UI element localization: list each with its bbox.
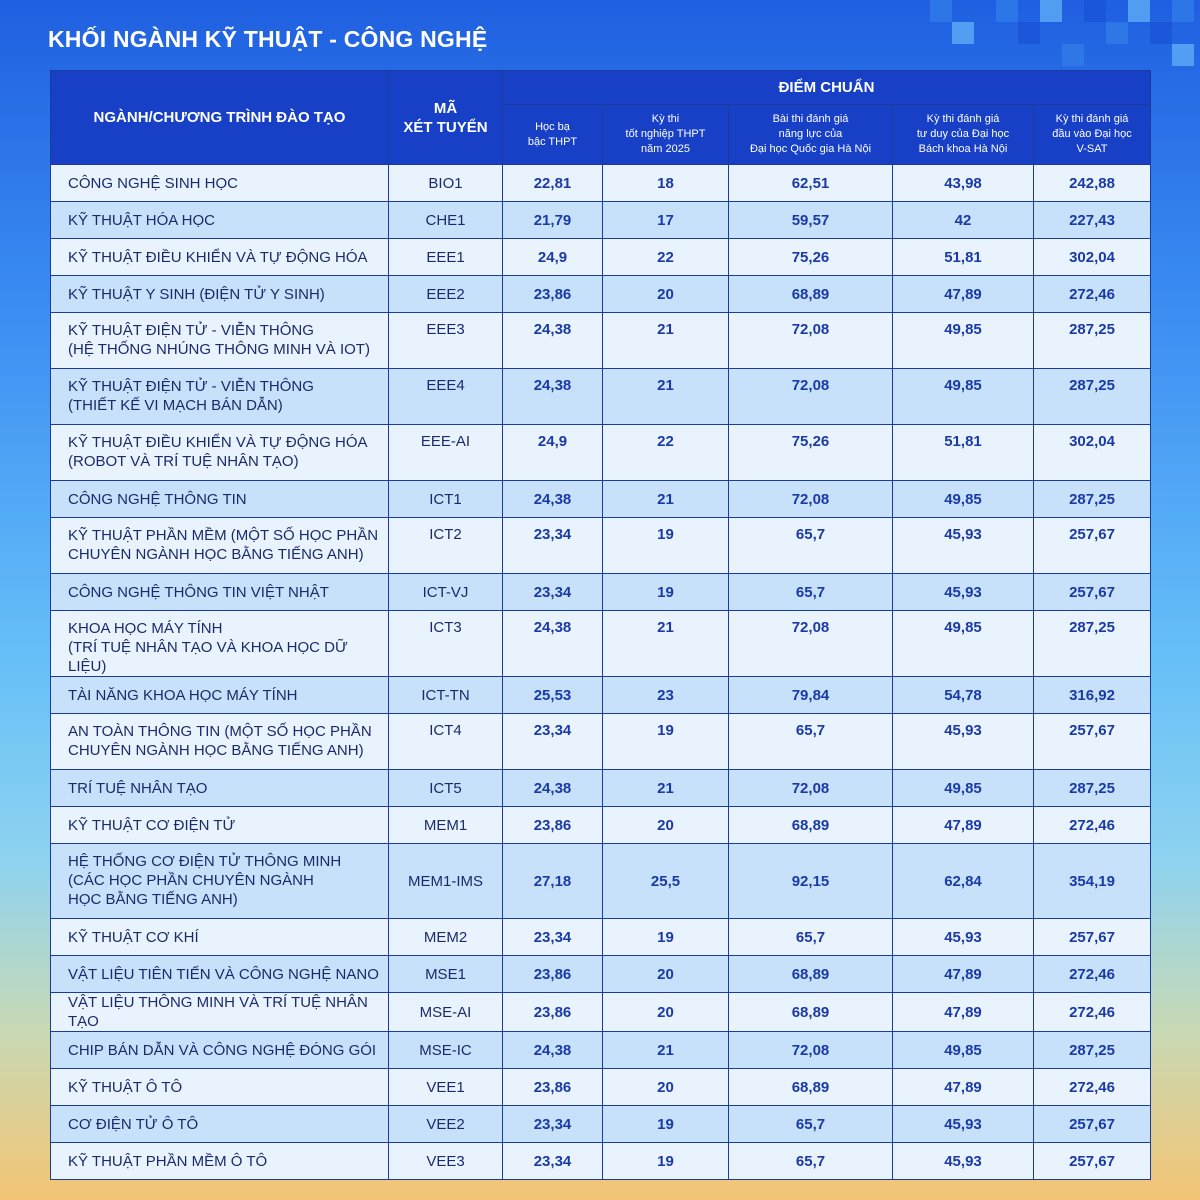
score-thpt-cell: 19 — [603, 714, 729, 770]
header-sub-dgtd: Kỳ thi đánh giá tư duy của Đại học Bách khoa Hà Nội — [893, 105, 1034, 165]
score-dgnl-cell: 68,89 — [729, 276, 893, 313]
score-hocba-cell: 23,34 — [503, 714, 603, 770]
score-vsat-cell: 257,67 — [1034, 714, 1151, 770]
score-hocba-cell: 27,18 — [503, 844, 603, 919]
admission-code-cell: EEE3 — [389, 313, 503, 369]
admission-code-cell: ICT2 — [389, 518, 503, 574]
score-hocba-cell: 23,34 — [503, 574, 603, 611]
score-vsat-cell: 287,25 — [1034, 313, 1151, 369]
header-sub-hocba: Học bạ bậc THPT — [503, 105, 603, 165]
table-row — [51, 1106, 1151, 1143]
score-dgtd-cell: 47,89 — [893, 276, 1034, 313]
score-vsat-cell: 354,19 — [1034, 844, 1151, 919]
table-row — [51, 1143, 1151, 1180]
score-hocba-cell: 23,86 — [503, 276, 603, 313]
score-vsat-cell: 257,67 — [1034, 1106, 1151, 1143]
program-name-cell: KHOA HỌC MÁY TÍNH (TRÍ TUỆ NHÂN TẠO VÀ KHOA HỌC DỮ LIỆU) — [51, 611, 389, 677]
program-name-cell: KỸ THUẬT HÓA HỌC — [51, 202, 389, 239]
score-dgnl-cell: 65,7 — [729, 1106, 893, 1143]
score-thpt-cell: 19 — [603, 1143, 729, 1180]
score-dgnl-cell: 92,15 — [729, 844, 893, 919]
program-name-cell: KỸ THUẬT ĐIỆN TỬ - VIỄN THÔNG (HỆ THỐNG NHÚNG THÔNG MINH VÀ IOT) — [51, 313, 389, 369]
score-vsat-cell: 302,04 — [1034, 425, 1151, 481]
score-dgnl-cell: 68,89 — [729, 956, 893, 993]
score-thpt-cell: 20 — [603, 807, 729, 844]
admission-code-cell: MEM1 — [389, 807, 503, 844]
admission-code-cell: ICT-VJ — [389, 574, 503, 611]
admission-code-cell: EEE1 — [389, 239, 503, 276]
score-thpt-cell: 19 — [603, 1106, 729, 1143]
score-hocba-cell: 21,79 — [503, 202, 603, 239]
program-name-cell: VẬT LIỆU THÔNG MINH VÀ TRÍ TUỆ NHÂN TẠO — [51, 993, 389, 1032]
score-dgtd-cell: 45,93 — [893, 714, 1034, 770]
score-dgtd-cell: 49,85 — [893, 1032, 1034, 1069]
score-dgtd-cell: 51,81 — [893, 425, 1034, 481]
admission-code-cell: EEE4 — [389, 369, 503, 425]
score-dgtd-cell: 62,84 — [893, 844, 1034, 919]
table-row — [51, 807, 1151, 844]
header-score-group: ĐIỂM CHUẨN — [503, 71, 1151, 105]
admission-code-cell: CHE1 — [389, 202, 503, 239]
program-name-cell: CÔNG NGHỆ SINH HỌC — [51, 165, 389, 202]
table-row — [51, 313, 1151, 369]
score-dgtd-cell: 42 — [893, 202, 1034, 239]
score-vsat-cell: 257,67 — [1034, 574, 1151, 611]
table-row — [51, 369, 1151, 425]
score-hocba-cell: 23,86 — [503, 1069, 603, 1106]
program-name-cell: KỸ THUẬT CƠ ĐIỆN TỬ — [51, 807, 389, 844]
program-name-cell: CÔNG NGHỆ THÔNG TIN VIỆT NHẬT — [51, 574, 389, 611]
score-thpt-cell: 18 — [603, 165, 729, 202]
score-dgtd-cell: 51,81 — [893, 239, 1034, 276]
score-vsat-cell: 257,67 — [1034, 518, 1151, 574]
program-name-cell: KỸ THUẬT ĐIỆN TỬ - VIỄN THÔNG (THIẾT KẾ VI MẠCH BÁN DẪN) — [51, 369, 389, 425]
score-dgtd-cell: 45,93 — [893, 1106, 1034, 1143]
program-name-cell: KỸ THUẬT ĐIỀU KHIỂN VÀ TỰ ĐỘNG HÓA (ROBOT VÀ TRÍ TUỆ NHÂN TẠO) — [51, 425, 389, 481]
score-vsat-cell: 287,25 — [1034, 611, 1151, 677]
admission-code-cell: MEM1-IMS — [389, 844, 503, 919]
score-thpt-cell: 21 — [603, 369, 729, 425]
score-thpt-cell: 21 — [603, 770, 729, 807]
score-hocba-cell: 23,34 — [503, 1143, 603, 1180]
admission-code-cell: MSE-IC — [389, 1032, 503, 1069]
score-dgtd-cell: 47,89 — [893, 807, 1034, 844]
program-name-cell: TRÍ TUỆ NHÂN TẠO — [51, 770, 389, 807]
score-dgnl-cell: 65,7 — [729, 1143, 893, 1180]
table-row — [51, 1032, 1151, 1069]
score-dgnl-cell: 65,7 — [729, 919, 893, 956]
admission-code-cell: ICT5 — [389, 770, 503, 807]
table-row — [51, 956, 1151, 993]
admission-code-cell: VEE3 — [389, 1143, 503, 1180]
header-sub-thpt: Kỳ thi tốt nghiệp THPT năm 2025 — [603, 105, 729, 165]
table-row — [51, 574, 1151, 611]
score-hocba-cell: 24,38 — [503, 481, 603, 518]
score-thpt-cell: 17 — [603, 202, 729, 239]
score-thpt-cell: 21 — [603, 481, 729, 518]
score-vsat-cell: 272,46 — [1034, 276, 1151, 313]
score-thpt-cell: 21 — [603, 1032, 729, 1069]
program-name-cell: KỸ THUẬT CƠ KHÍ — [51, 919, 389, 956]
score-hocba-cell: 24,38 — [503, 1032, 603, 1069]
score-dgnl-cell: 65,7 — [729, 574, 893, 611]
program-name-cell: CƠ ĐIỆN TỬ Ô TÔ — [51, 1106, 389, 1143]
program-name-cell: KỸ THUẬT PHẦN MỀM Ô TÔ — [51, 1143, 389, 1180]
table-row — [51, 239, 1151, 276]
program-name-cell: CÔNG NGHỆ THÔNG TIN — [51, 481, 389, 518]
score-hocba-cell: 23,86 — [503, 956, 603, 993]
table-row — [51, 276, 1151, 313]
score-vsat-cell: 272,46 — [1034, 956, 1151, 993]
score-dgtd-cell: 47,89 — [893, 993, 1034, 1032]
score-dgtd-cell: 45,93 — [893, 574, 1034, 611]
header-code: MÃ XÉT TUYỂN — [389, 71, 503, 165]
score-thpt-cell: 25,5 — [603, 844, 729, 919]
admission-code-cell: ICT1 — [389, 481, 503, 518]
table-row — [51, 165, 1151, 202]
score-vsat-cell: 272,46 — [1034, 1069, 1151, 1106]
admission-code-cell: VEE2 — [389, 1106, 503, 1143]
score-hocba-cell: 25,53 — [503, 677, 603, 714]
score-vsat-cell: 287,25 — [1034, 1032, 1151, 1069]
score-vsat-cell: 287,25 — [1034, 481, 1151, 518]
decorative-pixel-pattern — [930, 0, 1200, 70]
admission-code-cell: ICT-TN — [389, 677, 503, 714]
score-thpt-cell: 19 — [603, 919, 729, 956]
score-thpt-cell: 20 — [603, 956, 729, 993]
score-dgnl-cell: 79,84 — [729, 677, 893, 714]
score-vsat-cell: 257,67 — [1034, 1143, 1151, 1180]
score-hocba-cell: 24,9 — [503, 425, 603, 481]
score-dgnl-cell: 68,89 — [729, 807, 893, 844]
program-name-cell: AN TOÀN THÔNG TIN (MỘT SỐ HỌC PHẦN CHUYÊN NGÀNH HỌC BẰNG TIẾNG ANH) — [51, 714, 389, 770]
table-row — [51, 425, 1151, 481]
score-dgnl-cell: 75,26 — [729, 239, 893, 276]
score-dgtd-cell: 49,85 — [893, 770, 1034, 807]
score-dgnl-cell: 72,08 — [729, 369, 893, 425]
admission-scores-table — [50, 70, 1151, 1180]
score-dgtd-cell: 43,98 — [893, 165, 1034, 202]
score-dgtd-cell: 45,93 — [893, 1143, 1034, 1180]
score-hocba-cell: 22,81 — [503, 165, 603, 202]
table-row — [51, 677, 1151, 714]
header-sub-dgnl: Bài thi đánh giá năng lực của Đại học Quốc gia Hà Nội — [729, 105, 893, 165]
table-row — [51, 844, 1151, 919]
admission-code-cell: ICT3 — [389, 611, 503, 677]
score-dgnl-cell: 75,26 — [729, 425, 893, 481]
score-dgtd-cell: 49,85 — [893, 313, 1034, 369]
score-vsat-cell: 272,46 — [1034, 807, 1151, 844]
score-dgtd-cell: 49,85 — [893, 481, 1034, 518]
table-row — [51, 481, 1151, 518]
table-header — [51, 71, 1151, 165]
score-dgnl-cell: 72,08 — [729, 481, 893, 518]
score-thpt-cell: 22 — [603, 425, 729, 481]
table-row — [51, 919, 1151, 956]
score-hocba-cell: 24,38 — [503, 369, 603, 425]
score-dgnl-cell: 65,7 — [729, 714, 893, 770]
admission-code-cell: VEE1 — [389, 1069, 503, 1106]
table-row — [51, 518, 1151, 574]
table-row — [51, 714, 1151, 770]
score-vsat-cell: 272,46 — [1034, 993, 1151, 1032]
score-thpt-cell: 20 — [603, 993, 729, 1032]
score-thpt-cell: 22 — [603, 239, 729, 276]
admission-code-cell: EEE-AI — [389, 425, 503, 481]
score-hocba-cell: 23,34 — [503, 919, 603, 956]
program-name-cell: VẬT LIỆU TIÊN TIẾN VÀ CÔNG NGHỆ NANO — [51, 956, 389, 993]
score-dgtd-cell: 54,78 — [893, 677, 1034, 714]
table-row — [51, 611, 1151, 677]
table-row — [51, 770, 1151, 807]
score-dgnl-cell: 72,08 — [729, 770, 893, 807]
score-hocba-cell: 24,38 — [503, 770, 603, 807]
score-dgnl-cell: 72,08 — [729, 1032, 893, 1069]
score-dgnl-cell: 72,08 — [729, 611, 893, 677]
score-dgnl-cell: 65,7 — [729, 518, 893, 574]
table-row — [51, 993, 1151, 1032]
score-hocba-cell: 24,9 — [503, 239, 603, 276]
header-sub-vsat: Kỳ thi đánh giá đầu vào Đại học V-SAT — [1034, 105, 1151, 165]
score-thpt-cell: 19 — [603, 518, 729, 574]
score-vsat-cell: 242,88 — [1034, 165, 1151, 202]
score-dgnl-cell: 59,57 — [729, 202, 893, 239]
score-hocba-cell: 23,34 — [503, 1106, 603, 1143]
admission-code-cell: BIO1 — [389, 165, 503, 202]
program-name-cell: KỸ THUẬT Y SINH (ĐIỆN TỬ Y SINH) — [51, 276, 389, 313]
program-name-cell: CHIP BÁN DẪN VÀ CÔNG NGHỆ ĐÓNG GÓI — [51, 1032, 389, 1069]
score-dgtd-cell: 47,89 — [893, 956, 1034, 993]
score-dgtd-cell: 47,89 — [893, 1069, 1034, 1106]
header-program: NGÀNH/CHƯƠNG TRÌNH ĐÀO TẠO — [51, 71, 389, 165]
score-hocba-cell: 23,86 — [503, 807, 603, 844]
score-thpt-cell: 21 — [603, 313, 729, 369]
program-name-cell: TÀI NĂNG KHOA HỌC MÁY TÍNH — [51, 677, 389, 714]
program-name-cell: HỆ THỐNG CƠ ĐIỆN TỬ THÔNG MINH (CÁC HỌC PHẦN CHUYÊN NGÀNH HỌC BẰNG TIẾNG ANH) — [51, 844, 389, 919]
score-dgtd-cell: 45,93 — [893, 518, 1034, 574]
score-vsat-cell: 287,25 — [1034, 369, 1151, 425]
score-dgtd-cell: 45,93 — [893, 919, 1034, 956]
score-thpt-cell: 19 — [603, 574, 729, 611]
score-vsat-cell: 257,67 — [1034, 919, 1151, 956]
score-vsat-cell: 302,04 — [1034, 239, 1151, 276]
admission-code-cell: MEM2 — [389, 919, 503, 956]
score-thpt-cell: 20 — [603, 276, 729, 313]
score-dgnl-cell: 68,89 — [729, 1069, 893, 1106]
program-name-cell: KỸ THUẬT ĐIỀU KHIỂN VÀ TỰ ĐỘNG HÓA — [51, 239, 389, 276]
score-dgnl-cell: 72,08 — [729, 313, 893, 369]
score-vsat-cell: 227,43 — [1034, 202, 1151, 239]
table-row — [51, 1069, 1151, 1106]
program-name-cell: KỸ THUẬT Ô TÔ — [51, 1069, 389, 1106]
score-dgtd-cell: 49,85 — [893, 611, 1034, 677]
score-hocba-cell: 24,38 — [503, 611, 603, 677]
score-hocba-cell: 24,38 — [503, 313, 603, 369]
admission-code-cell: EEE2 — [389, 276, 503, 313]
score-thpt-cell: 23 — [603, 677, 729, 714]
score-dgnl-cell: 62,51 — [729, 165, 893, 202]
program-name-cell: KỸ THUẬT PHẦN MỀM (MỘT SỐ HỌC PHẦN CHUYÊN NGÀNH HỌC BẰNG TIẾNG ANH) — [51, 518, 389, 574]
admission-code-cell: MSE1 — [389, 956, 503, 993]
score-hocba-cell: 23,34 — [503, 518, 603, 574]
score-vsat-cell: 316,92 — [1034, 677, 1151, 714]
score-dgtd-cell: 49,85 — [893, 369, 1034, 425]
admission-code-cell: MSE-AI — [389, 993, 503, 1032]
score-vsat-cell: 287,25 — [1034, 770, 1151, 807]
score-hocba-cell: 23,86 — [503, 993, 603, 1032]
admission-code-cell: ICT4 — [389, 714, 503, 770]
score-thpt-cell: 21 — [603, 611, 729, 677]
score-dgnl-cell: 68,89 — [729, 993, 893, 1032]
page-title: KHỐI NGÀNH KỸ THUẬT - CÔNG NGHỆ — [48, 26, 488, 52]
score-thpt-cell: 20 — [603, 1069, 729, 1106]
table-body — [51, 165, 1151, 1180]
table-row — [51, 202, 1151, 239]
